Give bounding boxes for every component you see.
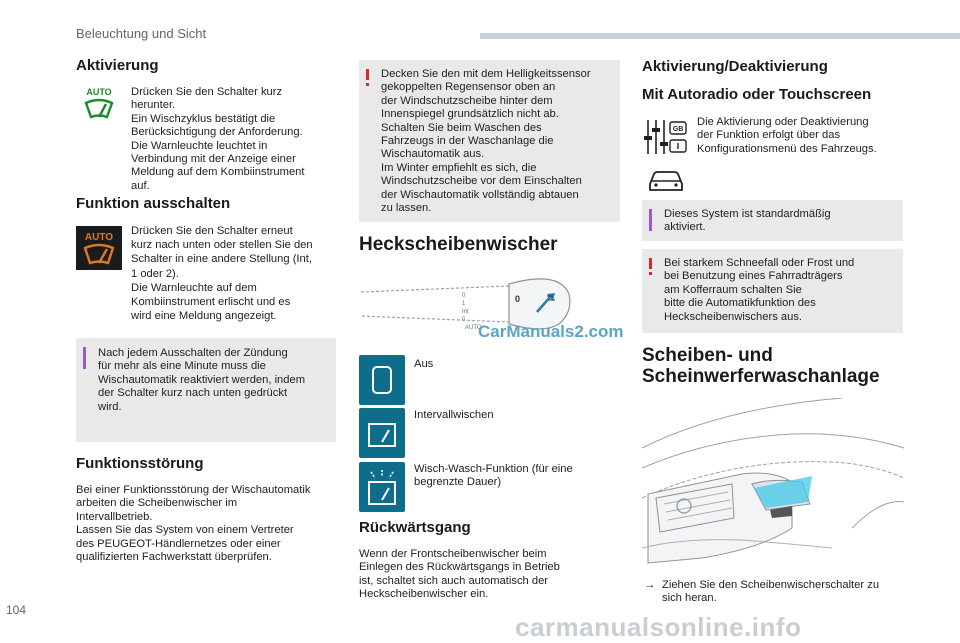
radio-settings-icon bbox=[642, 116, 690, 158]
svg-text:AUTO: AUTO bbox=[84, 232, 114, 243]
waschanlage-step: Ziehen Sie den Scheibenwischerschalter zu sich heran. bbox=[662, 579, 880, 605]
rear-wiper-intermittent-icon bbox=[359, 408, 405, 458]
warning-marker bbox=[366, 69, 369, 80]
warn-box-schneefall: Bei starkem Schneefall oder Frost und bei Benutzung eines Fahrradträgers am Kofferraum schalten Sie bitte die Automatikfunktion des Heckscheibenwischers aus. bbox=[642, 249, 903, 333]
stoerung-text: Bei einer Funktionsstörung der Wischautomatik arbeiten die Scheibenwischer im Intervallbetrieb. Lassen Sie das System von einem Vertreter des PEUGEOT-Händlernetzes oder einer qualifizierten Fachwerkstatt überprüfen. bbox=[76, 484, 311, 564]
config-text: Die Aktivierung oder Deaktivierung der Funktion erfolgt über das Konfigurationsmenü des Fahrzeugs. bbox=[697, 116, 877, 155]
rueck-title: Rückwärtsgang bbox=[359, 519, 471, 536]
aktivierung-title: Aktivierung bbox=[76, 57, 159, 74]
svg-text:0: 0 bbox=[515, 294, 521, 304]
svg-text:0: 0 bbox=[462, 293, 466, 299]
svg-text:Int: Int bbox=[462, 309, 469, 315]
carmanuals-watermark: CarManuals2.com bbox=[478, 322, 624, 341]
rueck-text: Wenn der Frontscheibenwischer beim Einlegen des Rückwärtsgangs in Betrieb ist, schaltet sich auch automatisch der Heckscheibenwischer ein. bbox=[359, 548, 560, 601]
info-marker bbox=[83, 347, 86, 369]
heck-title: Heckscheibenwischer bbox=[359, 234, 558, 255]
wiper-pos-wisch-wasch: Wisch-Wasch-Funktion (für eine begrenzte Dauer) bbox=[414, 463, 573, 489]
info-box-zuendung: Nach jedem Ausschalten der Zündung für mehr als eine Minute muss die Wischautomatik reaktiviert werden, indem der Schalter kurz nach unten gedrückt wird. bbox=[76, 338, 336, 442]
rear-wiper-off-icon bbox=[359, 355, 405, 405]
warning-marker bbox=[649, 258, 652, 269]
step-bullet: → bbox=[644, 579, 656, 591]
section-header: Beleuchtung und Sicht bbox=[76, 26, 207, 41]
svg-text:0: 0 bbox=[462, 317, 466, 323]
warn-box-regensensor: Decken Sie den mit dem Helligkeitssensor gekoppelten Regensensor oben an der Windschutzscheibe hinter dem Innenspiegel grundsätzlich nicht ab. Schalten Sie beim Waschen des Fahrzeugs in der Waschanlage die Wischautomatik aus. Im Winter empfiehlt es sich, die Windschutzscheibe vor dem Einschalten der Wischautomatik vollständig abtauen zu lassen. bbox=[359, 60, 620, 222]
info-box-standard: Dieses System ist standardmäßig aktiviert. bbox=[642, 200, 903, 241]
rear-wiper-wash-icon bbox=[359, 462, 405, 512]
waschanlage-title: Scheiben- und Scheinwerferwaschanlage bbox=[642, 345, 880, 387]
auto-wiper-warning-icon bbox=[76, 226, 122, 270]
ausschalten-text: Drücken Sie den Schalter erneut kurz nach unten oder stellen Sie den Schalter in eine andere Stellung (Int, 1 oder 2). Die Warnleuchte auf dem Kombiinstrument erlischt und es wird eine Meldung angezeigt. bbox=[131, 225, 313, 323]
autoradio-subtitle: Mit Autoradio oder Touchscreen bbox=[642, 86, 872, 103]
wiper-pos-aus: Aus bbox=[414, 358, 434, 370]
header-bar bbox=[480, 33, 960, 39]
wiper-pos-intervall: Intervallwischen bbox=[414, 409, 494, 421]
auto-wiper-icon bbox=[80, 86, 118, 124]
footer-watermark: carmanualsonline.info bbox=[515, 612, 802, 642]
vehicle-config-icon bbox=[646, 166, 686, 194]
svg-text:1: 1 bbox=[462, 301, 466, 307]
headlamp-washer-illustration bbox=[642, 398, 904, 570]
svg-text:AUTO: AUTO bbox=[465, 325, 482, 331]
stoerung-title: Funktionsstörung bbox=[76, 455, 204, 472]
page-number: 104 bbox=[6, 603, 27, 617]
aktivierung-text: Drücken Sie den Schalter kurz herunter. Ein Wischzyklus bestätigt die Berücksichtigung der Anforderung. Die Warnleuchte leuchtet in Verbindung mit der Anzeige einer Meldung auf dem Kombiinstrument auf. bbox=[131, 86, 305, 192]
auto-label: AUTO bbox=[86, 87, 112, 97]
info-marker bbox=[649, 209, 652, 231]
svg-text:GB: GB bbox=[672, 126, 684, 133]
ausschalten-title: Funktion ausschalten bbox=[76, 195, 231, 212]
aktivierung-deaktivierung-title: Aktivierung/Deaktivierung bbox=[642, 58, 828, 75]
